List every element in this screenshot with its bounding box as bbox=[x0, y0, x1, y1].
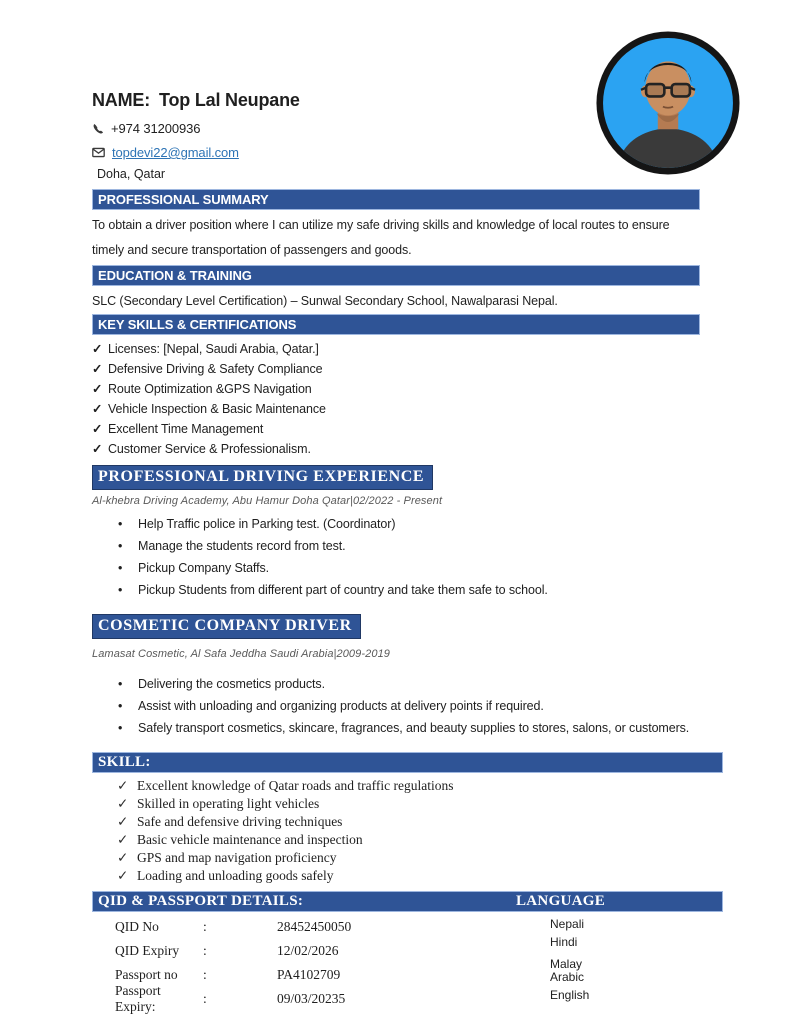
table-row bbox=[92, 983, 732, 1014]
list-item bbox=[92, 579, 702, 601]
bullet-text: Help Traffic police in Parking test. (Coordinator) bbox=[138, 517, 396, 531]
language-list bbox=[550, 916, 589, 1004]
professional-summary-text: To obtain a driver position where I can utilize my safe driving skills and knowledge of local routes to ensure timely and secure transportation of passengers and goods. bbox=[92, 218, 670, 257]
list-item bbox=[92, 795, 732, 813]
checkmark-icon: ✓ bbox=[92, 342, 103, 356]
qid-row-label: Passport Expiry: bbox=[115, 983, 161, 1014]
section-header-cosmetic-driver: COSMETIC COMPANY DRIVER bbox=[92, 614, 361, 639]
list-item bbox=[92, 673, 702, 695]
bullet-icon: • bbox=[118, 721, 123, 735]
section-header-professional-summary: PROFESSIONAL SUMMARY bbox=[92, 189, 700, 210]
bullet-icon: • bbox=[118, 539, 123, 553]
key-skill-text: Defensive Driving & Safety Compliance bbox=[108, 362, 323, 376]
list-item bbox=[92, 695, 702, 717]
qid-row-separator: : bbox=[203, 967, 207, 982]
section-header-key-skills: KEY SKILLS & CERTIFICATIONS bbox=[92, 314, 700, 335]
bullet-text: Safely transport cosmetics, skincare, fragrances, and beauty supplies to stores, salons, or customers. bbox=[138, 721, 690, 735]
language-item: Hindi bbox=[550, 935, 578, 949]
phone-line bbox=[92, 121, 732, 136]
phone-number: +974 31200936 bbox=[111, 121, 201, 136]
cosmetic-driver-subtitle: Lamasat Cosmetic, Al Safa Jeddha Saudi Arabia|2009-2019 bbox=[92, 648, 390, 660]
key-skill-text: Licenses: [Nepal, Saudi Arabia, Qatar.] bbox=[108, 342, 319, 356]
list-item bbox=[92, 831, 732, 849]
key-skill-text: Customer Service & Professionalism. bbox=[108, 442, 311, 456]
language-item: Malay bbox=[550, 957, 583, 971]
qid-row-label: QID Expiry bbox=[115, 943, 180, 958]
list-item bbox=[92, 439, 732, 459]
list-item bbox=[92, 717, 702, 739]
checkmark-icon: ✓ bbox=[92, 442, 103, 456]
language-item: Arabic bbox=[550, 970, 585, 984]
list-item bbox=[92, 777, 732, 795]
phone-icon bbox=[92, 123, 104, 135]
bullet-text: Delivering the cosmetics products. bbox=[138, 677, 325, 691]
candidate-name: Top Lal Neupane bbox=[159, 90, 300, 110]
qid-passport-title: QID & PASSPORT DETAILS: bbox=[98, 893, 304, 909]
list-item bbox=[92, 379, 732, 399]
cosmetic-driver-bullets bbox=[92, 673, 702, 739]
key-skills-list bbox=[92, 339, 732, 459]
table-row bbox=[92, 939, 732, 963]
qid-row-value: 28452450050 bbox=[277, 919, 352, 934]
qid-row-label: QID No bbox=[115, 919, 159, 934]
name-label: NAME: bbox=[92, 90, 150, 110]
bullet-text: Pickup Students from different part of country and take them safe to school. bbox=[138, 583, 548, 597]
list-item bbox=[92, 513, 702, 535]
bullet-icon: • bbox=[118, 561, 123, 575]
table-row bbox=[92, 915, 732, 939]
skill-text: Excellent knowledge of Qatar roads and traffic regulations bbox=[137, 778, 454, 793]
contact-header bbox=[92, 0, 732, 181]
checkmark-icon: ✓ bbox=[117, 868, 129, 883]
checkmark-icon: ✓ bbox=[92, 362, 103, 376]
checkmark-icon: ✓ bbox=[117, 832, 129, 847]
skill-list bbox=[92, 777, 732, 885]
bullet-text: Assist with unloading and organizing products at delivery points if required. bbox=[138, 699, 544, 713]
section-header-qid-passport bbox=[92, 891, 723, 912]
qid-row-separator: : bbox=[203, 991, 207, 1006]
list-item bbox=[92, 399, 732, 419]
checkmark-icon: ✓ bbox=[117, 850, 129, 865]
list-item bbox=[92, 849, 732, 867]
qid-row-separator: : bbox=[203, 943, 207, 958]
language-item: English bbox=[550, 988, 590, 1002]
skill-text: Basic vehicle maintenance and inspection bbox=[137, 832, 363, 847]
checkmark-icon: ✓ bbox=[117, 814, 129, 829]
bullet-text: Pickup Company Staffs. bbox=[138, 561, 269, 575]
section-header-skill: SKILL: bbox=[92, 752, 723, 773]
skill-text: Skilled in operating light vehicles bbox=[137, 796, 320, 811]
list-item bbox=[92, 813, 732, 831]
envelope-icon bbox=[92, 147, 105, 158]
list-item bbox=[92, 557, 702, 579]
qid-row-value: 12/02/2026 bbox=[277, 943, 339, 958]
key-skill-text: Vehicle Inspection & Basic Maintenance bbox=[108, 402, 326, 416]
skill-text: Safe and defensive driving techniques bbox=[137, 814, 343, 829]
list-item bbox=[92, 359, 732, 379]
qid-passport-section bbox=[92, 912, 732, 1022]
checkmark-icon: ✓ bbox=[92, 382, 103, 396]
list-item bbox=[92, 867, 732, 885]
qid-row-value: PA4102709 bbox=[277, 967, 341, 982]
email-link[interactable]: topdevi22@gmail.com bbox=[112, 145, 239, 160]
key-skill-text: Route Optimization &GPS Navigation bbox=[108, 382, 312, 396]
driving-experience-bullets bbox=[92, 513, 702, 601]
bullet-text: Manage the students record from test. bbox=[138, 539, 346, 553]
list-item bbox=[92, 419, 732, 439]
qid-row-separator: : bbox=[203, 919, 207, 934]
email-line bbox=[92, 145, 732, 160]
bullet-icon: • bbox=[118, 677, 123, 691]
section-header-driving-experience: PROFESSIONAL DRIVING EXPERIENCE bbox=[92, 465, 433, 490]
key-skill-text: Excellent Time Management bbox=[108, 422, 264, 436]
section-header-education: EDUCATION & TRAINING bbox=[92, 265, 700, 286]
checkmark-icon: ✓ bbox=[92, 402, 103, 416]
bullet-icon: • bbox=[118, 699, 123, 713]
language-title: LANGUAGE bbox=[516, 893, 606, 909]
location-text: Doha, Qatar bbox=[97, 167, 166, 181]
candidate-name-line bbox=[92, 88, 732, 112]
checkmark-icon: ✓ bbox=[117, 796, 129, 811]
skill-text: Loading and unloading goods safely bbox=[137, 868, 334, 883]
skill-text: GPS and map navigation proficiency bbox=[137, 850, 337, 865]
bullet-icon: • bbox=[118, 583, 123, 597]
language-item: Nepali bbox=[550, 917, 585, 931]
list-item bbox=[92, 535, 702, 557]
qid-row-value: 09/03/20235 bbox=[277, 991, 346, 1006]
checkmark-icon: ✓ bbox=[92, 422, 103, 436]
checkmark-icon: ✓ bbox=[117, 778, 129, 793]
list-item bbox=[92, 339, 732, 359]
bullet-icon: • bbox=[118, 517, 123, 531]
qid-row-label: Passport no bbox=[115, 967, 178, 982]
qid-passport-table bbox=[92, 912, 732, 1014]
driving-experience-subtitle: Al-khebra Driving Academy, Abu Hamur Doha Qatar|02/2022 - Present bbox=[92, 495, 443, 507]
education-text: SLC (Secondary Level Certification) – Sunwal Secondary School, Nawalparasi Nepal. bbox=[92, 294, 558, 308]
